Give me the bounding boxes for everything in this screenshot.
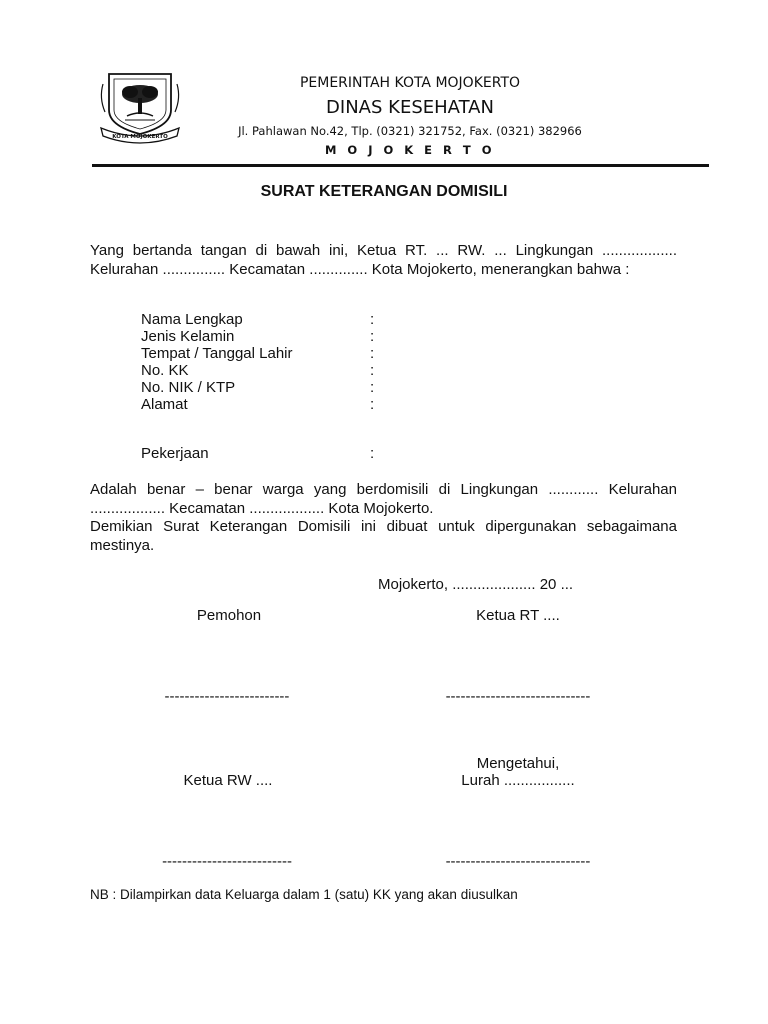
field-label-address: Alamat (141, 396, 188, 413)
intro-paragraph: Yang bertanda tangan di bawah ini, Ketua RT. ... RW. ... Lingkungan .................. Kelurahan ............... Kecamatan .............. Kota Mojokerto, menerangkan bahwa : (90, 242, 677, 278)
government-name: PEMERINTAH KOTA MOJOKERTO (299, 75, 521, 91)
field-colon: : (370, 345, 375, 362)
logo-ribbon-text: KOTA MOJOKERTO (112, 134, 168, 140)
signature-lurah-label: Lurah ................. (461, 772, 575, 789)
field-label-occupation: Pekerjaan (141, 445, 209, 462)
signature-line-lurah: ----------------------------- (445, 853, 591, 870)
signature-rt-label: Ketua RT .... (476, 607, 560, 624)
signature-rw-label: Ketua RW .... (183, 772, 273, 789)
field-label-full-name: Nama Lengkap (141, 311, 243, 328)
agency-name: DINAS KESEHATAN (326, 97, 494, 118)
letterhead-divider (92, 164, 709, 167)
closing-paragraph: Demikian Surat Keterangan Domisili ini dibuat untuk dipergunakan sebagaimana mestinya. (90, 518, 677, 554)
field-label-nik-ktp: No. NIK / KTP (141, 379, 236, 396)
field-label-birth-place-date: Tempat / Tanggal Lahir (141, 345, 293, 362)
field-colon: : (370, 396, 375, 413)
signature-line-rw: -------------------------- (162, 853, 292, 870)
signature-line-rt: ----------------------------- (445, 688, 591, 705)
field-colon: : (370, 445, 375, 462)
place-date-line: Mojokerto, .................... 20 ... (378, 576, 574, 593)
attachment-note: NB : Dilampirkan data Keluarga dalam 1 (satu) KK yang akan diusulkan (90, 887, 518, 902)
field-label-family-card-number: No. KK (141, 362, 189, 379)
city-emblem-logo (97, 70, 183, 146)
acknowledged-label: Mengetahui, (476, 755, 560, 772)
statement-paragraph: Adalah benar – benar warga yang berdomisili di Lingkungan ............ Kelurahan .................. Kecamatan .................. Kota Mojokerto. (90, 481, 677, 517)
field-colon: : (370, 379, 375, 396)
agency-address: Jl. Pahlawan No.42, Tlp. (0321) 321752, Fax. (0321) 382966 (238, 124, 582, 138)
signature-applicant-label: Pemohon (196, 607, 262, 624)
field-colon: : (370, 311, 375, 328)
signature-line-applicant: ------------------------- (164, 688, 290, 705)
field-colon: : (370, 362, 375, 379)
agency-city: M O J O K E R T O (324, 143, 496, 157)
document-title: SURAT KETERANGAN DOMISILI (260, 183, 508, 200)
field-colon: : (370, 328, 375, 345)
field-label-gender: Jenis Kelamin (141, 328, 235, 345)
